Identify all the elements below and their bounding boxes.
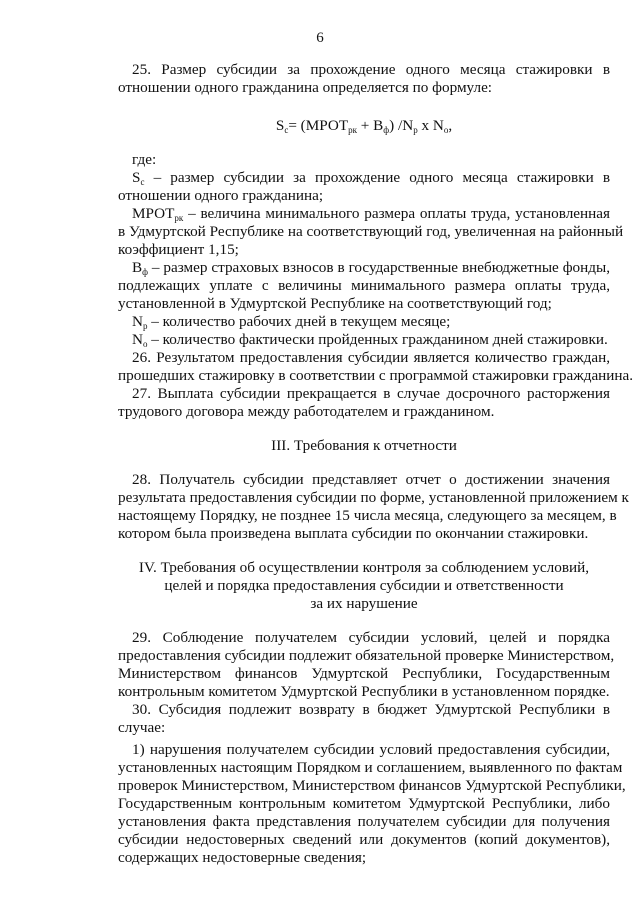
- text-line: Министерством финансов Удмуртской Республики, Государственным: [118, 665, 610, 682]
- text-line: $S_с$ – размер субсидии за прохождение одного месяца стажировки в: [132, 169, 610, 187]
- text-line: контрольным комитетом Удмуртской Республики в установленном порядке.: [118, 683, 610, 700]
- text-line: 29. Соблюдение получателем субсидии условий, целей и порядка: [132, 629, 610, 646]
- text-line: 1) нарушения получателем субсидии условий предоставления субсидии,: [132, 741, 610, 758]
- text-line: III. Требования к отчетности: [271, 437, 457, 454]
- text-line: коэффициент 1,15;: [118, 241, 239, 258]
- text-line: подлежащих уплате с величины минимального размера оплаты труда,: [118, 277, 610, 294]
- text-line: Государственным контрольным комитетом Удмуртской Республики, либо: [118, 795, 610, 812]
- text-line: установления факта представления получателем субсидии для получения: [118, 813, 610, 830]
- text-line: целей и порядка предоставления субсидии и ответственности: [164, 577, 564, 594]
- text-line: субсидии недостоверных сведений или документов (копий документов),: [118, 831, 610, 848]
- text-line: содержащих недостоверные сведения;: [118, 849, 367, 866]
- text-line: в Удмуртской Республике на соответствующий год, увеличенная на районный: [118, 223, 624, 240]
- text-line: $В_ф$ – размер страховых взносов в государственные внебюджетные фонды,: [132, 259, 610, 277]
- text-line: $S_с=$ $(МРОТ_{рк} + В_ф)$ $/N_р$ x $N_о$,: [275, 117, 453, 135]
- text-line: отношении одного гражданина определяется по формуле:: [118, 79, 493, 96]
- text-line: IV. Требования об осуществлении контроля за соблюдением условий,: [138, 559, 590, 576]
- text-line: 26. Результатом предоставления субсидии является количество граждан,: [132, 349, 610, 366]
- text-line: за их нарушение: [310, 595, 418, 612]
- text-line: 28. Получатель субсидии представляет отчет о достижении значения: [132, 471, 610, 488]
- text-line: отношении одного гражданина;: [118, 187, 324, 204]
- text-line: $МРОТ_{рк}$ – величина минимального размера оплаты труда, установленная: [132, 205, 610, 223]
- text-line: случае:: [118, 719, 166, 736]
- text-line: $N_р$ – количество рабочих дней в текущем месяце;: [132, 313, 451, 331]
- text-line: настоящему Порядку, не позднее 15 числа месяца, следующего за месяцем, в: [118, 507, 617, 524]
- text-line: предоставления субсидии подлежит обязательной проверке Министерством,: [118, 647, 615, 664]
- text-line: котором была произведена выплата субсидии по окончании стажировки.: [118, 525, 589, 542]
- text-line: установленных настоящим Порядком и соглашением, выявленного по фактам: [118, 759, 623, 776]
- text-line: трудового договора между работодателем и гражданином.: [118, 403, 495, 420]
- page-number: 6: [316, 30, 324, 46]
- text-line: $N_о$ – количество фактически пройденных гражданином дней стажировки.: [132, 331, 608, 349]
- text-line: 25. Размер субсидии за прохождение одного месяца стажировки в: [132, 61, 610, 78]
- text-line: результата предоставления субсидии по форме, установленной приложением к: [118, 489, 629, 506]
- text-line: установленной в Удмуртской Республике на соответствующий год;: [118, 295, 552, 312]
- text-line: где:: [132, 151, 157, 168]
- text-line: 27. Выплата субсидии прекращается в случае досрочного расторжения: [132, 385, 610, 402]
- text-line: прошедших стажировку в соответствии с программой стажировки гражданина.: [118, 367, 634, 384]
- text-line: 30. Субсидия подлежит возврату в бюджет Удмуртской Республики в: [132, 701, 610, 718]
- text-line: проверок Министерством, Министерством финансов Удмуртской Республики,: [118, 777, 626, 794]
